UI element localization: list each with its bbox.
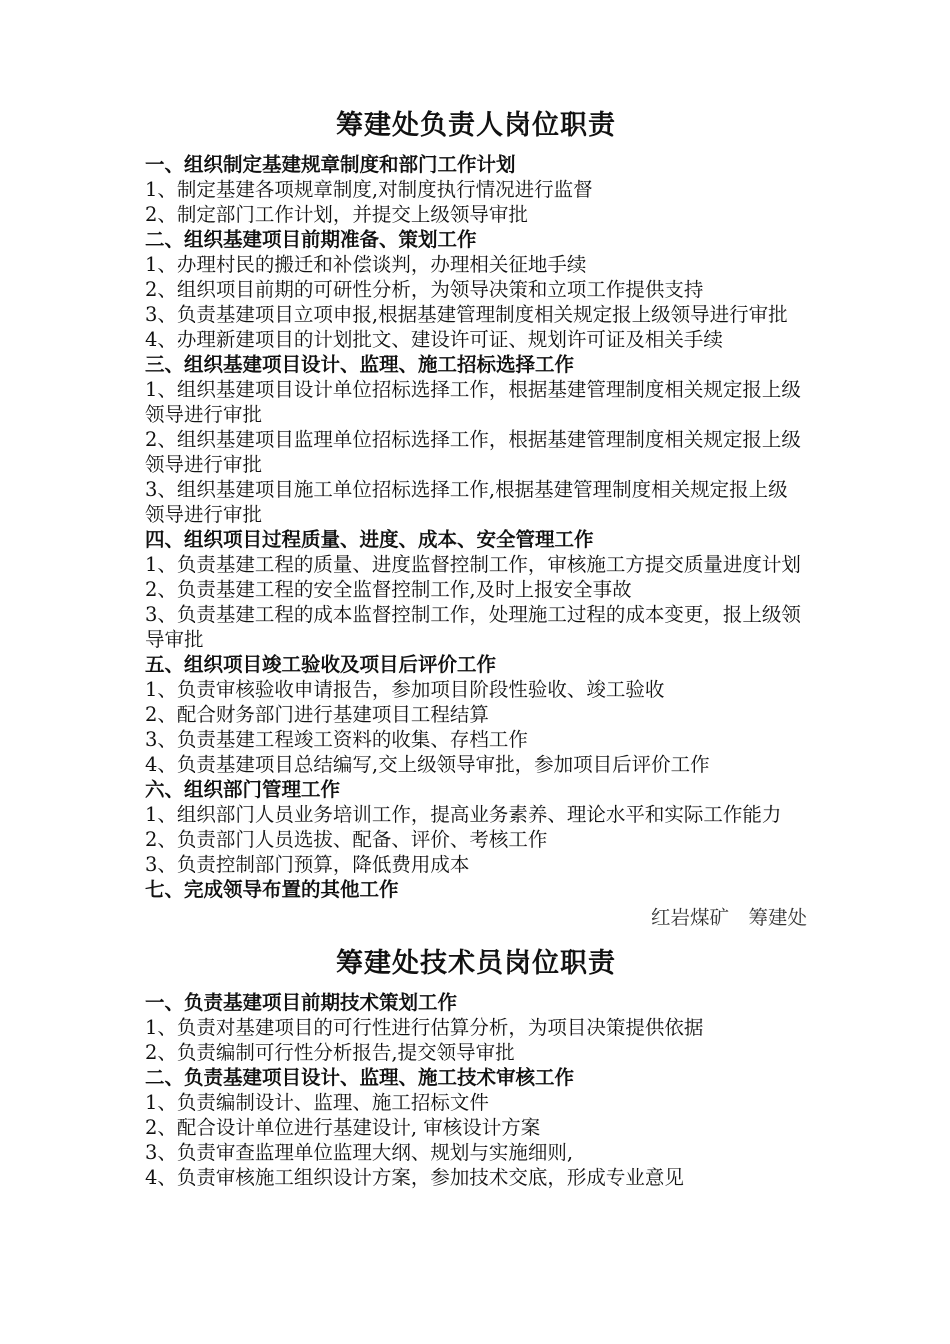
list-item: 2、配合设计单位进行基建设计, 审核设计方案 xyxy=(145,1116,541,1139)
section-heading: 二、组织基建项目前期准备、策划工作 xyxy=(145,228,477,251)
list-item: 2、制定部门工作计划，并提交上级领导审批 xyxy=(145,203,528,226)
section xyxy=(145,527,807,652)
section-heading: 七、完成领导布置的其他工作 xyxy=(145,878,399,901)
section xyxy=(145,227,807,352)
list-item: 2、配合财务部门进行基建项目工程结算 xyxy=(145,703,489,726)
list-item: 1、组织基建项目设计单位招标选择工作，根据基建管理制度相关规定报上级领导进行审批 xyxy=(145,378,801,426)
section-heading: 四、组织项目过程质量、进度、成本、安全管理工作 xyxy=(145,528,594,551)
section xyxy=(145,990,807,1065)
section xyxy=(145,152,807,227)
list-item: 4、负责审核施工组织设计方案，参加技术交底，形成专业意见 xyxy=(145,1166,684,1189)
list-item: 2、负责编制可行性分析报告,提交领导审批 xyxy=(145,1041,515,1064)
list-item: 4、办理新建项目的计划批文、建设许可证、规划许可证及相关手续 xyxy=(145,328,723,351)
section-heading: 六、组织部门管理工作 xyxy=(145,778,341,801)
list-item: 1、负责对基建项目的可行性进行估算分析，为项目决策提供依据 xyxy=(145,1016,704,1039)
list-item: 1、办理村民的搬迁和补偿谈判，办理相关征地手续 xyxy=(145,253,587,276)
section xyxy=(145,652,807,777)
list-item: 2、组织基建项目监理单位招标选择工作，根据基建管理制度相关规定报上级领导进行审批 xyxy=(145,428,801,476)
section-heading: 一、负责基建项目前期技术策划工作 xyxy=(145,991,458,1014)
list-item: 3、组织基建项目施工单位招标选择工作,根据基建管理制度相关规定报上级领导进行审批 xyxy=(145,478,788,526)
section xyxy=(145,1065,807,1190)
list-item: 3、负责基建工程的成本监督控制工作，处理施工过程的成本变更，报上级领导审批 xyxy=(145,603,801,651)
list-item: 1、负责基建工程的质量、进度监督控制工作，审核施工方提交质量进度计划 xyxy=(145,553,801,576)
section-heading: 一、组织制定基建规章制度和部门工作计划 xyxy=(145,153,516,176)
list-item: 2、组织项目前期的可研性分析，为领导决策和立项工作提供支持 xyxy=(145,278,704,301)
list-item: 1、负责编制设计、监理、施工招标文件 xyxy=(145,1091,489,1114)
section-heading: 三、组织基建项目设计、监理、施工招标选择工作 xyxy=(145,353,575,376)
list-item: 1、组织部门人员业务培训工作，提高业务素养、理论水平和实际工作能力 xyxy=(145,803,782,826)
document-title: 筹建处技术员岗位职责 xyxy=(336,948,616,979)
section xyxy=(145,777,807,877)
list-item: 3、负责基建项目立项申报,根据基建管理制度相关规定报上级领导进行审批 xyxy=(145,303,788,326)
section xyxy=(145,877,807,902)
section xyxy=(145,352,807,527)
signature: 红岩煤矿 筹建处 xyxy=(650,906,807,929)
section-heading: 五、组织项目竣工验收及项目后评价工作 xyxy=(145,653,497,676)
list-item: 1、制定基建各项规章制度,对制度执行情况进行监督 xyxy=(145,178,593,201)
list-item: 3、负责控制部门预算，降低费用成本 xyxy=(145,853,470,876)
list-item: 1、负责审核验收申请报告，参加项目阶段性验收、竣工验收 xyxy=(145,678,665,701)
list-item: 2、负责部门人员选拔、配备、评价、考核工作 xyxy=(145,828,548,851)
section-heading: 二、负责基建项目设计、监理、施工技术审核工作 xyxy=(145,1066,575,1089)
list-item: 2、负责基建工程的安全监督控制工作,及时上报安全事故 xyxy=(145,578,632,601)
list-item: 4、负责基建项目总结编写,交上级领导审批，参加项目后评价工作 xyxy=(145,753,710,776)
document-title: 筹建处负责人岗位职责 xyxy=(336,110,616,141)
list-item: 3、负责基建工程竣工资料的收集、存档工作 xyxy=(145,728,528,751)
list-item: 3、负责审查监理单位监理大纲、规划与实施细则, xyxy=(145,1141,574,1164)
document-page xyxy=(145,100,807,1190)
